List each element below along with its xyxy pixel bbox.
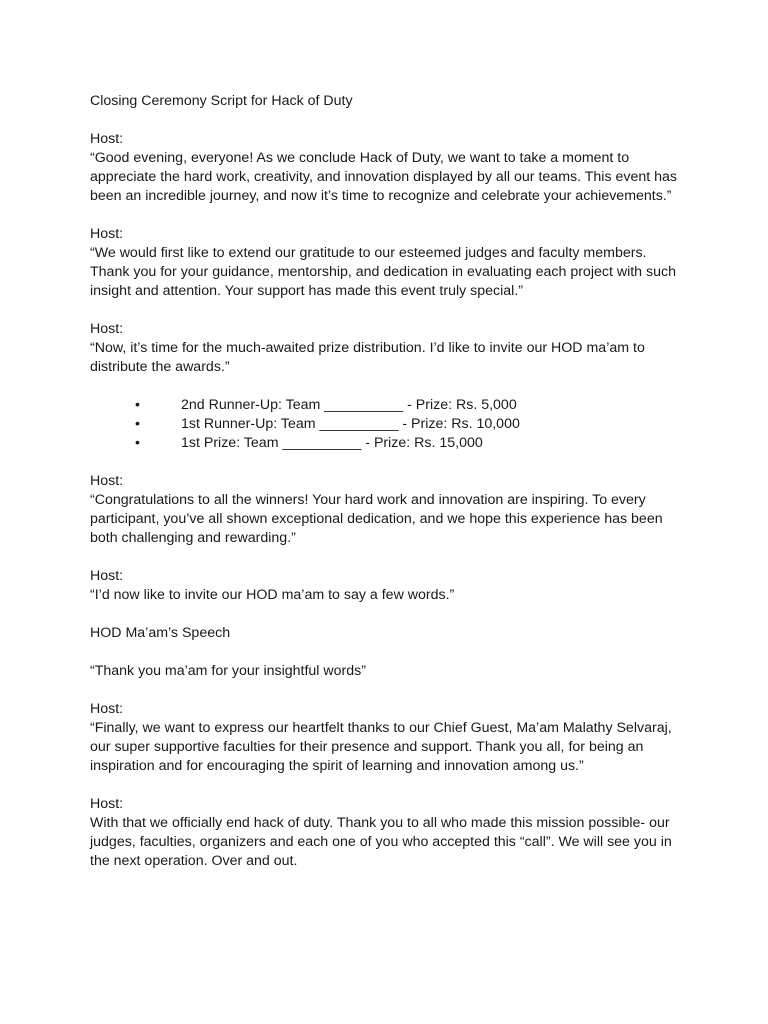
speaker-label: Host:: [90, 568, 124, 584]
prize-list-item: [90, 415, 680, 434]
prize-list-item: [90, 396, 680, 415]
speaker-label: Host:: [90, 226, 124, 242]
prize-list-item: [90, 434, 680, 453]
host-speech-text: “Good evening, everyone! As we conclude Hack of Duty, we want to take a moment to appreciate the hard work, creativity, and innovation displayed by all our teams. This event has been an incredible journey, and now it’s time to recognize and celebrate your achievements.”: [90, 150, 677, 204]
host-speech-text: With that we officially end hack of duty. Thank you to all who made this mission possible- our judges, faculties, organizers and each one of you who accepted this “call”. We will see you in the next operation. Over and out.: [90, 815, 672, 869]
speaker-label: Host:: [90, 473, 124, 489]
hod-speech-heading: HOD Ma’am’s Speech: [90, 625, 231, 641]
prize-text: 1st Runner-Up: Team __________ - Prize: Rs. 10,000: [181, 416, 520, 432]
host-section-6: [90, 700, 680, 776]
host-speech-text: “Congratulations to all the winners! Your hard work and innovation are inspiring. To every participant, you’ve all shown exceptional dedication, and we hope this experience has been both challenging and rewarding.”: [90, 492, 663, 546]
prize-text: 1st Prize: Team __________ - Prize: Rs. 15,000: [181, 435, 483, 451]
document-page: [90, 92, 680, 890]
document-title: Closing Ceremony Script for Hack of Duty: [90, 93, 353, 109]
speaker-label: Host:: [90, 131, 124, 147]
bullet-icon: •: [135, 397, 140, 413]
speaker-label: Host:: [90, 701, 124, 717]
host-speech-text: “Finally, we want to express our heartfelt thanks to our Chief Guest, Ma’am Malathy Selvaraj, our super supportive faculties for their presence and support. Thank you all, for being an inspiration and for encouraging the spirit of learning and innovation among us.”: [90, 720, 672, 774]
host-section-5: [90, 567, 680, 605]
host-section-4: [90, 472, 680, 548]
host-speech-text: “Now, it’s time for the much-awaited prize distribution. I’d like to invite our HOD ma’am to distribute the awards.”: [90, 340, 645, 375]
host-speech-text: “We would first like to extend our gratitude to our esteemed judges and faculty members. Thank you for your guidance, mentorship, and dedication in evaluating each project with such insight and attention. Your support has made this event truly special.”: [90, 245, 676, 299]
host-section-1: [90, 130, 680, 206]
bullet-icon: •: [135, 435, 140, 451]
speaker-label: Host:: [90, 796, 124, 812]
bullet-icon: •: [135, 416, 140, 432]
speaker-label: Host:: [90, 321, 124, 337]
prize-text: 2nd Runner-Up: Team __________ - Prize: Rs. 5,000: [181, 397, 517, 413]
thank-you-line: “Thank you ma’am for your insightful words”: [90, 663, 366, 679]
host-speech-text: “I’d now like to invite our HOD ma’am to say a few words.”: [90, 587, 455, 603]
host-section-2: [90, 225, 680, 301]
host-section-7: [90, 795, 680, 871]
prize-list: [90, 396, 680, 453]
host-section-3: [90, 320, 680, 377]
